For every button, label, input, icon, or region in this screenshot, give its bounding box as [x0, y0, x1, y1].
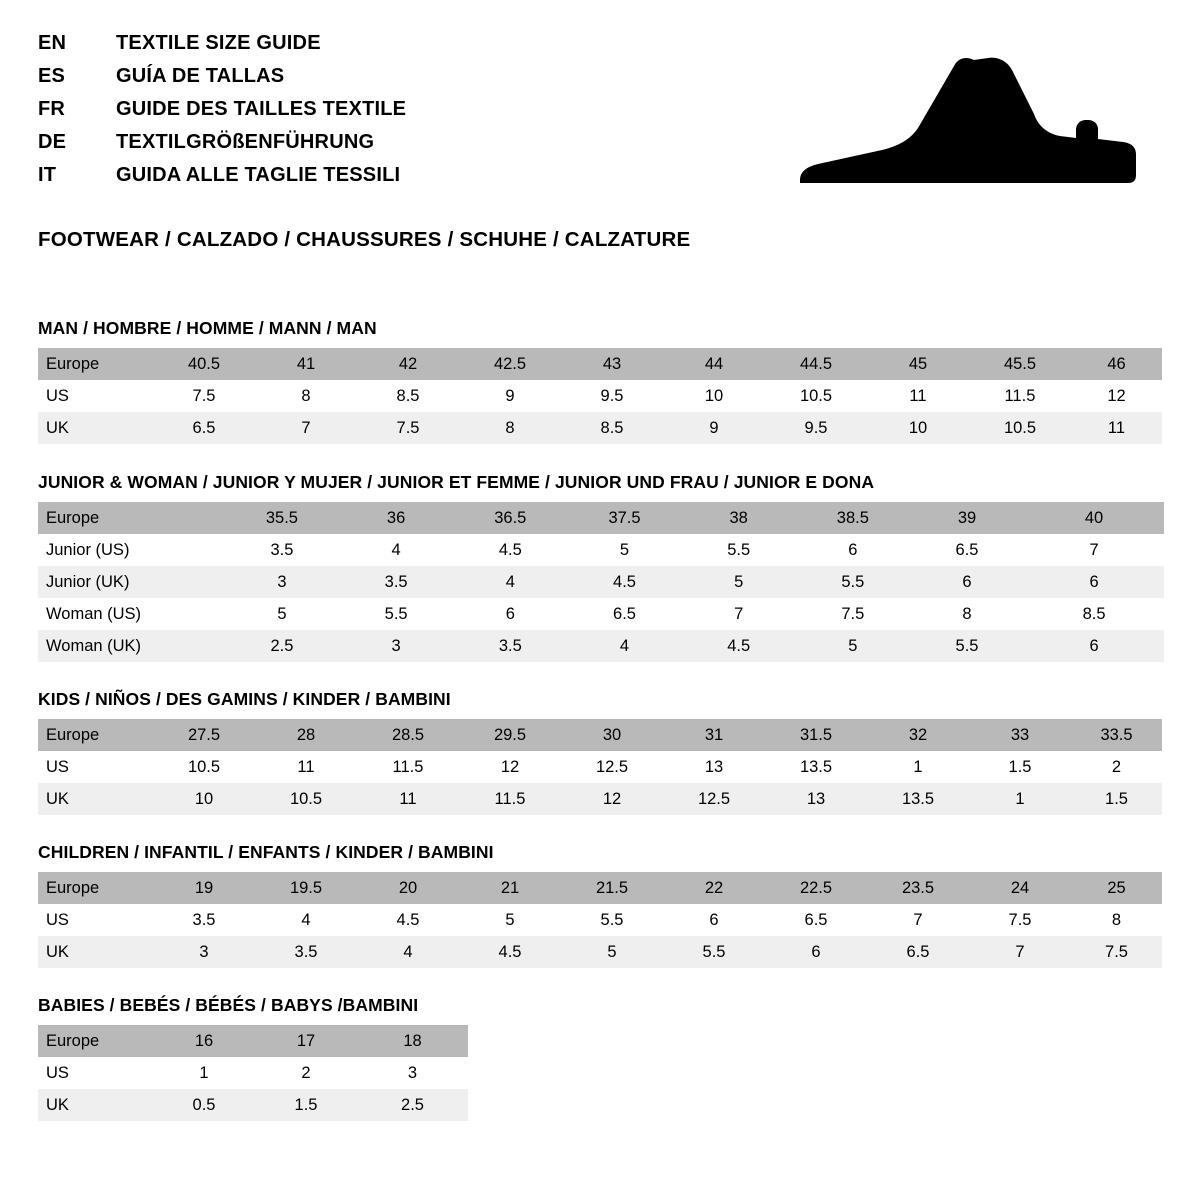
- row-label: Europe: [38, 502, 225, 534]
- cell: 44: [663, 348, 765, 380]
- row-label: Woman (UK): [38, 630, 225, 662]
- table-row: [38, 936, 1162, 968]
- cell: 33: [969, 719, 1071, 751]
- language-row-es: [38, 65, 406, 98]
- cell: 6.5: [567, 598, 681, 630]
- cell: 4.5: [459, 936, 561, 968]
- section-babies: [38, 995, 1164, 1121]
- cell: 12: [1071, 380, 1162, 412]
- cell: 1: [867, 751, 969, 783]
- row-label: Europe: [38, 719, 153, 751]
- language-code: ES: [38, 65, 66, 87]
- cell: 3: [225, 566, 339, 598]
- cell: 11: [357, 783, 459, 815]
- cell: 11.5: [969, 380, 1071, 412]
- language-row-it: [38, 164, 406, 197]
- cell: 5: [796, 630, 910, 662]
- language-row-de: [38, 131, 406, 164]
- cell: 8.5: [561, 412, 663, 444]
- cell: 6: [1024, 630, 1164, 662]
- cell: 12.5: [663, 783, 765, 815]
- cell: 4: [453, 566, 567, 598]
- cell: 28: [255, 719, 357, 751]
- cell: 44.5: [765, 348, 867, 380]
- cell: 3.5: [255, 936, 357, 968]
- cell: 5.5: [796, 566, 910, 598]
- cell: 4.5: [682, 630, 796, 662]
- cell: 21.5: [561, 872, 663, 904]
- cell: 31.5: [765, 719, 867, 751]
- cell: 36: [339, 502, 453, 534]
- dress-shoe-icon: [778, 32, 1164, 184]
- language-code: EN: [38, 32, 67, 54]
- row-label: Europe: [38, 348, 153, 380]
- cell: 45: [867, 348, 969, 380]
- cell: 6: [453, 598, 567, 630]
- cell: 7.5: [357, 412, 459, 444]
- cell: 39: [910, 502, 1024, 534]
- language-title: GUÍA DE TALLAS: [116, 65, 285, 87]
- cell: 6: [765, 936, 867, 968]
- section-title: MAN / HOMBRE / HOMME / MANN / MAN: [38, 318, 377, 338]
- cell: 0.5: [153, 1089, 255, 1121]
- section-title: KIDS / NIÑOS / DES GAMINS / KINDER / BAMBINI: [38, 689, 451, 709]
- cell: 20: [357, 872, 459, 904]
- cell: 45.5: [969, 348, 1071, 380]
- cell: 40: [1024, 502, 1164, 534]
- cell: 32: [867, 719, 969, 751]
- row-label: Europe: [38, 872, 153, 904]
- table-row: [38, 1057, 468, 1089]
- cell: 37.5: [567, 502, 681, 534]
- cell: 10.5: [969, 412, 1071, 444]
- table-row: [38, 566, 1164, 598]
- cell: 5: [225, 598, 339, 630]
- cell: 1: [153, 1057, 255, 1089]
- cell: 38: [682, 502, 796, 534]
- cell: 6: [1024, 566, 1164, 598]
- cell: 6.5: [153, 412, 255, 444]
- cell: 7: [867, 904, 969, 936]
- cell: 5.5: [561, 904, 663, 936]
- row-label: UK: [38, 783, 153, 815]
- language-code: DE: [38, 131, 67, 153]
- cell: 1.5: [255, 1089, 357, 1121]
- table-row: [38, 534, 1164, 566]
- row-label: US: [38, 751, 153, 783]
- page-header: [38, 32, 1164, 197]
- cell: 6.5: [910, 534, 1024, 566]
- cell: 13: [663, 751, 765, 783]
- cell: 4.5: [453, 534, 567, 566]
- cell: 11.5: [459, 783, 561, 815]
- cell: 25: [1071, 872, 1162, 904]
- cell: 13: [765, 783, 867, 815]
- row-label: US: [38, 380, 153, 412]
- cell: 8: [459, 412, 561, 444]
- table-row: [38, 783, 1162, 815]
- cell: 21: [459, 872, 561, 904]
- row-label: UK: [38, 936, 153, 968]
- cell: 13.5: [867, 783, 969, 815]
- cell: 31: [663, 719, 765, 751]
- cell: 11.5: [357, 751, 459, 783]
- cell: 4: [567, 630, 681, 662]
- cell: 3.5: [453, 630, 567, 662]
- cell: 11: [255, 751, 357, 783]
- cell: 3.5: [153, 904, 255, 936]
- table-row: [38, 630, 1164, 662]
- cell: 5: [459, 904, 561, 936]
- section-children: [38, 842, 1164, 968]
- table-row: [38, 412, 1162, 444]
- language-row-fr: [38, 98, 406, 131]
- cell: 3.5: [339, 566, 453, 598]
- section-junior-woman: [38, 472, 1164, 662]
- table-row: [38, 598, 1164, 630]
- cell: 12: [561, 783, 663, 815]
- language-title: TEXTILE SIZE GUIDE: [116, 32, 321, 54]
- row-label: Junior (US): [38, 534, 225, 566]
- cell: 2.5: [225, 630, 339, 662]
- cell: 22: [663, 872, 765, 904]
- cell: 2: [255, 1057, 357, 1089]
- cell: 7.5: [1071, 936, 1162, 968]
- cell: 6: [663, 904, 765, 936]
- cell: 5.5: [910, 630, 1024, 662]
- section-kids: [38, 689, 1164, 815]
- row-label: Woman (US): [38, 598, 225, 630]
- cell: 6: [910, 566, 1024, 598]
- cell: 5.5: [339, 598, 453, 630]
- cell: 24: [969, 872, 1071, 904]
- table-row: [38, 872, 1162, 904]
- cell: 17: [255, 1025, 357, 1057]
- table-row: [38, 751, 1162, 783]
- cell: 6.5: [765, 904, 867, 936]
- cell: 33.5: [1071, 719, 1162, 751]
- cell: 6: [796, 534, 910, 566]
- cell: 4: [255, 904, 357, 936]
- cell: 11: [1071, 412, 1162, 444]
- cell: 7: [969, 936, 1071, 968]
- cell: 9.5: [765, 412, 867, 444]
- cell: 19.5: [255, 872, 357, 904]
- cell: 38.5: [796, 502, 910, 534]
- cell: 3: [153, 936, 255, 968]
- cell: 12.5: [561, 751, 663, 783]
- cell: 18: [357, 1025, 468, 1057]
- cell: 3: [339, 630, 453, 662]
- cell: 12: [459, 751, 561, 783]
- language-title-list: [38, 32, 406, 197]
- language-title: TEXTILGRÖßENFÜHRUNG: [116, 131, 375, 153]
- cell: 10.5: [765, 380, 867, 412]
- cell: 4: [339, 534, 453, 566]
- cell: 16: [153, 1025, 255, 1057]
- cell: 4.5: [567, 566, 681, 598]
- cell: 3.5: [225, 534, 339, 566]
- cell: 7: [255, 412, 357, 444]
- cell: 23.5: [867, 872, 969, 904]
- cell: 1.5: [1071, 783, 1162, 815]
- language-title: GUIDE DES TAILLES TEXTILE: [116, 98, 407, 120]
- cell: 1: [969, 783, 1071, 815]
- table-row: [38, 719, 1162, 751]
- row-label: Junior (UK): [38, 566, 225, 598]
- cell: 36.5: [453, 502, 567, 534]
- cell: 5: [682, 566, 796, 598]
- size-table-kids: [38, 719, 1162, 815]
- cell: 10.5: [255, 783, 357, 815]
- cell: 4.5: [357, 904, 459, 936]
- cell: 8: [910, 598, 1024, 630]
- table-row: [38, 1025, 468, 1057]
- section-title: JUNIOR & WOMAN / JUNIOR Y MUJER / JUNIOR ET FEMME / JUNIOR UND FRAU / JUNIOR E DONA: [38, 472, 875, 492]
- cell: 10: [867, 412, 969, 444]
- cell: 10: [153, 783, 255, 815]
- section-title: CHILDREN / INFANTIL / ENFANTS / KINDER / BAMBINI: [38, 842, 494, 862]
- cell: 8: [1071, 904, 1162, 936]
- cell: 41: [255, 348, 357, 380]
- cell: 5.5: [663, 936, 765, 968]
- table-row: [38, 348, 1162, 380]
- row-label: Europe: [38, 1025, 153, 1057]
- cell: 8.5: [1024, 598, 1164, 630]
- size-table-junior-woman: [38, 502, 1164, 662]
- category-title: FOOTWEAR / CALZADO / CHAUSSURES / SCHUHE / CALZATURE: [38, 228, 691, 251]
- cell: 4: [357, 936, 459, 968]
- cell: 5: [561, 936, 663, 968]
- cell: 2: [1071, 751, 1162, 783]
- language-code: IT: [38, 164, 57, 186]
- cell: 27.5: [153, 719, 255, 751]
- cell: 7: [1024, 534, 1164, 566]
- cell: 1.5: [969, 751, 1071, 783]
- row-label: UK: [38, 1089, 153, 1121]
- row-label: US: [38, 1057, 153, 1089]
- table-row: [38, 1089, 468, 1121]
- row-label: US: [38, 904, 153, 936]
- cell: 35.5: [225, 502, 339, 534]
- table-row: [38, 904, 1162, 936]
- cell: 22.5: [765, 872, 867, 904]
- size-table-babies: [38, 1025, 468, 1121]
- cell: 8: [255, 380, 357, 412]
- cell: 11: [867, 380, 969, 412]
- cell: 7: [682, 598, 796, 630]
- language-row-en: [38, 32, 406, 65]
- cell: 40.5: [153, 348, 255, 380]
- cell: 8.5: [357, 380, 459, 412]
- section-man: [38, 318, 1164, 444]
- cell: 9: [459, 380, 561, 412]
- cell: 6.5: [867, 936, 969, 968]
- cell: 3: [357, 1057, 468, 1089]
- cell: 30: [561, 719, 663, 751]
- cell: 5: [567, 534, 681, 566]
- cell: 19: [153, 872, 255, 904]
- cell: 29.5: [459, 719, 561, 751]
- cell: 42.5: [459, 348, 561, 380]
- section-title: BABIES / BEBÉS / BÉBÉS / BABYS /BAMBINI: [38, 995, 419, 1015]
- cell: 42: [357, 348, 459, 380]
- table-row: [38, 380, 1162, 412]
- cell: 7.5: [153, 380, 255, 412]
- cell: 43: [561, 348, 663, 380]
- language-code: FR: [38, 98, 66, 120]
- cell: 9.5: [561, 380, 663, 412]
- size-table-children: [38, 872, 1162, 968]
- cell: 7.5: [796, 598, 910, 630]
- cell: 2.5: [357, 1089, 468, 1121]
- row-label: UK: [38, 412, 153, 444]
- cell: 13.5: [765, 751, 867, 783]
- table-row: [38, 502, 1164, 534]
- cell: 10.5: [153, 751, 255, 783]
- size-table-man: [38, 348, 1162, 444]
- language-title: GUIDA ALLE TAGLIE TESSILI: [116, 164, 401, 186]
- cell: 10: [663, 380, 765, 412]
- cell: 5.5: [682, 534, 796, 566]
- cell: 7.5: [969, 904, 1071, 936]
- cell: 46: [1071, 348, 1162, 380]
- cell: 28.5: [357, 719, 459, 751]
- cell: 9: [663, 412, 765, 444]
